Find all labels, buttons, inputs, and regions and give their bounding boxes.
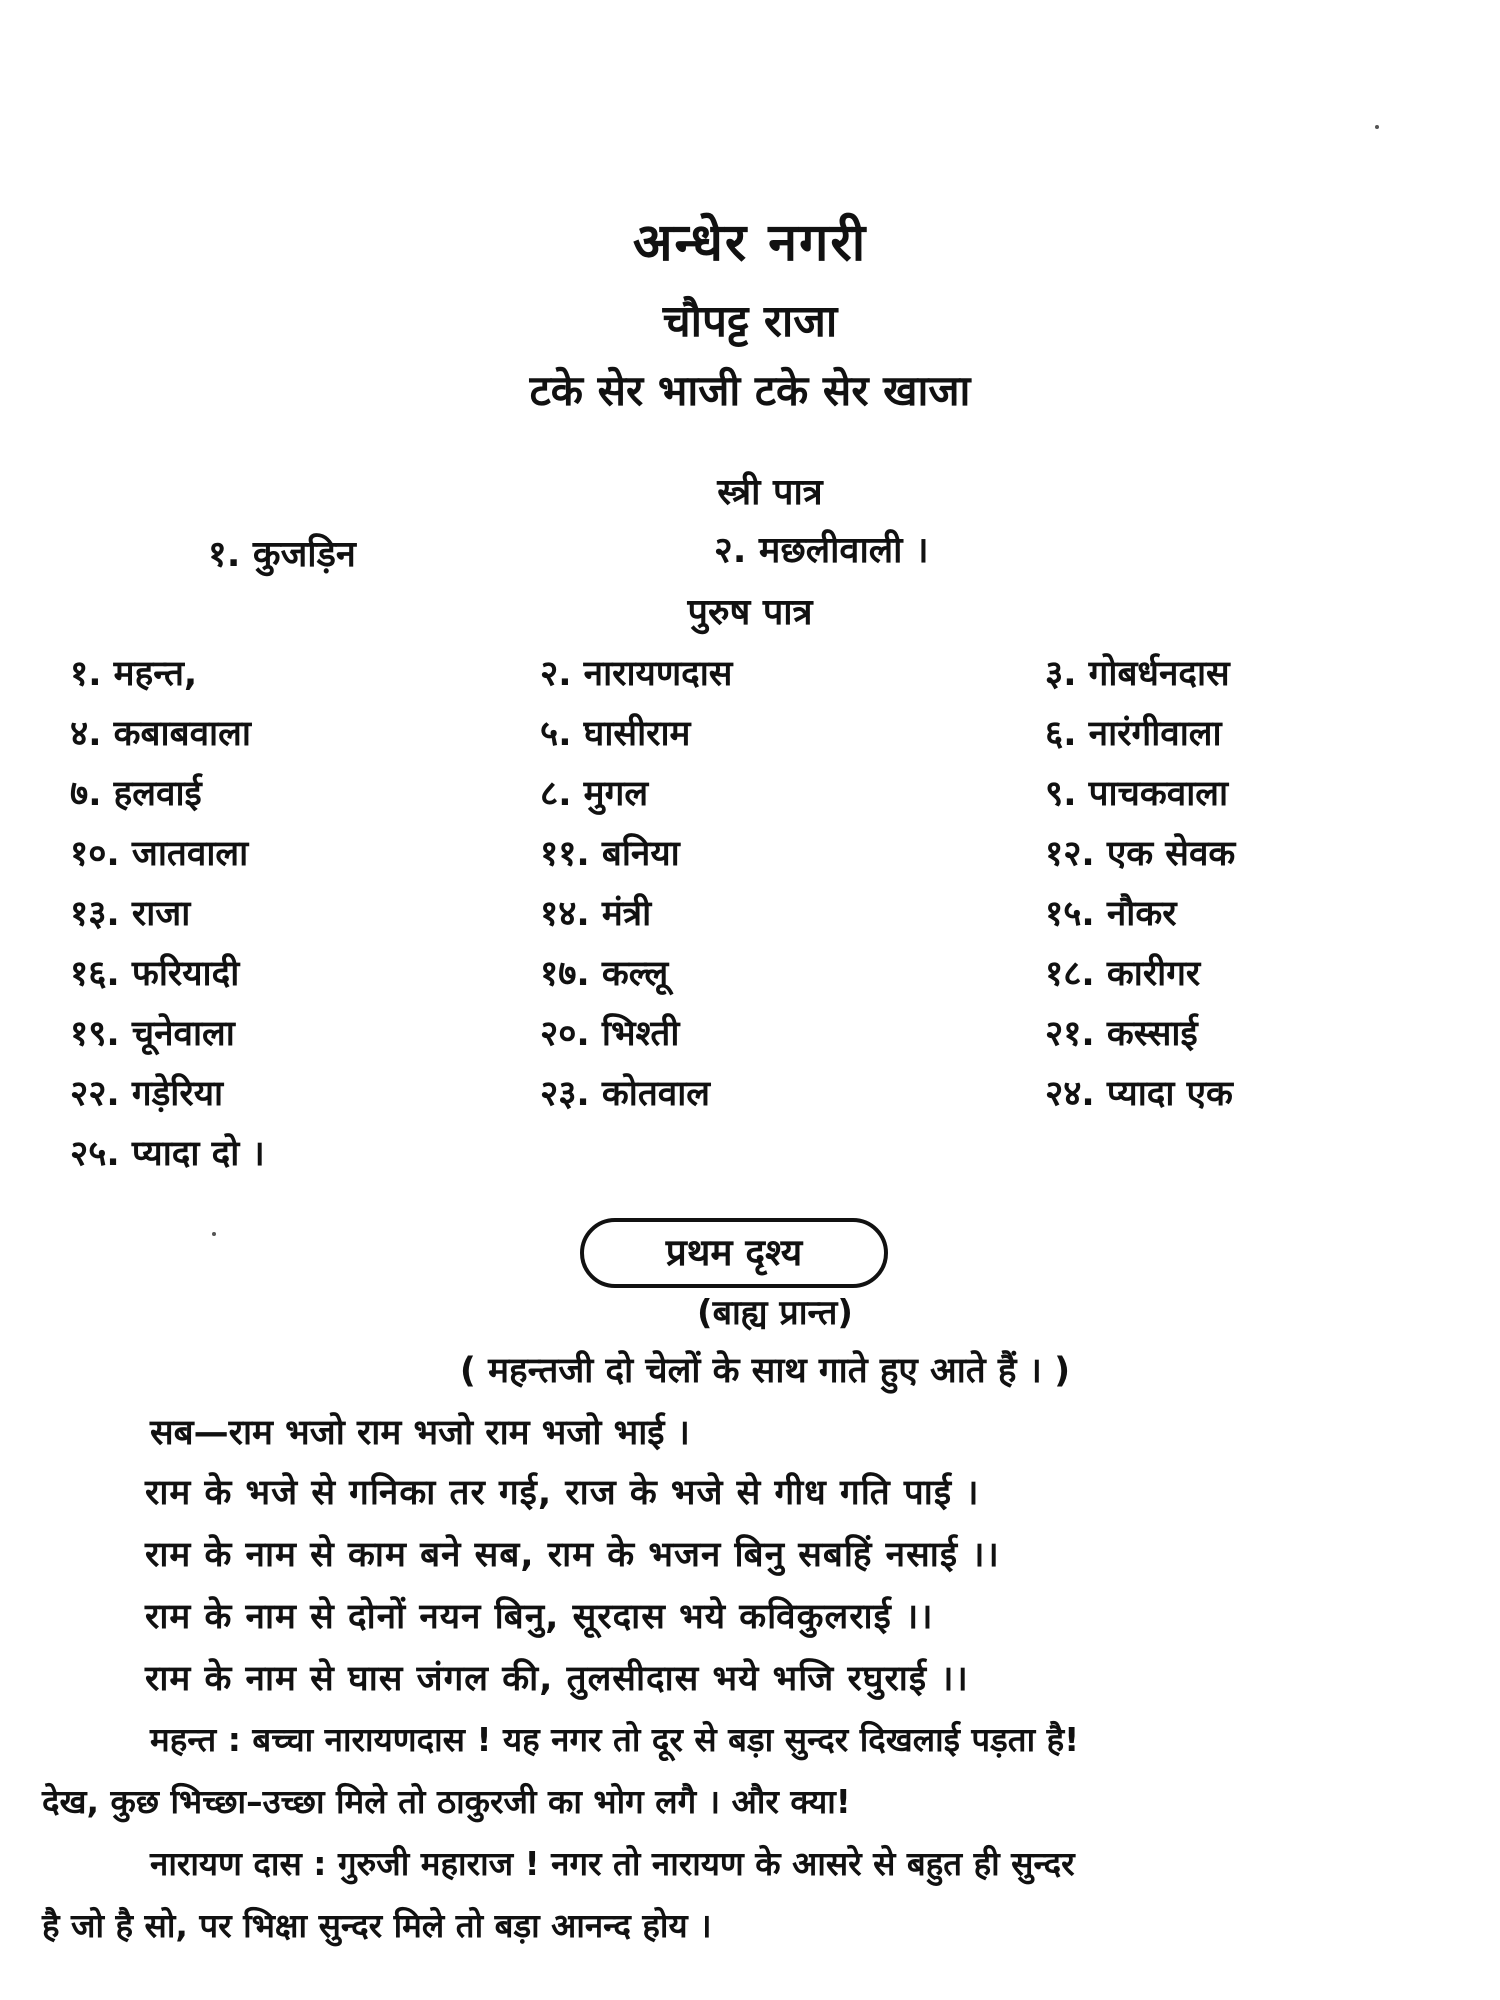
- cast-item: १७. कल्लू: [540, 953, 669, 994]
- cast-row: [70, 1002, 1410, 1062]
- cast-item: १९. चूनेवाला: [70, 1013, 235, 1054]
- cast-item: २१. कस्साई: [1045, 1013, 1198, 1054]
- play-title: अन्धेर नगरी: [632, 213, 868, 273]
- song-line: राम के नाम से काम बने सब, राम के भजन बिनु सबहिं नसाई ।।: [145, 1535, 1000, 1575]
- stage-direction: ( महन्तजी दो चेलों के साथ गाते हुए आते हैं । ): [459, 1351, 1071, 1391]
- cast-item: ३. गोबर्धनदास: [1045, 653, 1230, 694]
- cast-item: ४. कबाबवाला: [70, 713, 251, 754]
- cast-item: २५. प्यादा दो ।: [70, 1133, 265, 1174]
- dialogue-text: गुरुजी महाराज ! नगर तो नारायण के आसरे से बहुत ही सुन्दर: [326, 1844, 1075, 1883]
- cast-item: २. नारायणदास: [540, 653, 733, 694]
- cast-item: २०. भिश्ती: [540, 1013, 680, 1054]
- cast-item: ७. हलवाई: [70, 773, 202, 814]
- cast-row: [70, 642, 1410, 702]
- title-block: [0, 208, 1500, 424]
- cast-row: [70, 702, 1410, 762]
- cast-item: १०. जातवाला: [70, 833, 249, 874]
- dialogue-continuation: देख, कुछ भिच्छा–उच्छा मिले तो ठाकुरजी का भोग लगै । और क्या!: [42, 1782, 851, 1821]
- cast-item: १. महन्त,: [70, 653, 198, 694]
- song-first-line: सब—राम भजो राम भजो राम भजो भाई ।: [150, 1413, 690, 1453]
- cast-item: ६. नारंगीवाला: [1045, 713, 1222, 754]
- cast-item: ९. पाचकवाला: [1045, 773, 1229, 814]
- song-line: राम के नाम से घास जंगल की, तुलसीदास भये भजि रघुराई ।।: [145, 1659, 969, 1699]
- play-subtitle: चौपट्ट राजा: [662, 296, 838, 347]
- cast-row: [70, 1062, 1410, 1122]
- cast-item: २४. प्यादा एक: [1045, 1073, 1233, 1114]
- cast-item: १२. एक सेवक: [1045, 833, 1236, 874]
- cast-row: [70, 942, 1410, 1002]
- cast-item: ८. मुगल: [540, 773, 649, 814]
- cast-item: १८. कारीगर: [1045, 953, 1201, 994]
- female-cast-item: १. कुजड़िन: [208, 534, 356, 575]
- cast-item: १३. राजा: [70, 893, 191, 934]
- dialogue-line: [150, 1716, 1079, 1761]
- speck-mark: [212, 1232, 216, 1236]
- dialogue-text: बच्चा नारायणदास ! यह नगर तो दूर से बड़ा सुन्दर दिखलाई पड़ता है!: [240, 1720, 1080, 1759]
- cast-row: [70, 762, 1410, 822]
- cast-item: १५. नौकर: [1045, 893, 1177, 934]
- speaker-name: महन्त :: [150, 1720, 241, 1759]
- cast-row: [70, 1122, 1410, 1182]
- male-cast-heading: पुरुष पात्र: [687, 592, 813, 633]
- female-cast-item: २. मछलीवाली ।: [714, 530, 929, 571]
- scene-location: (बाह्य प्रान्त): [697, 1293, 853, 1333]
- speck-mark: [1375, 125, 1379, 129]
- speaker-name: नारायण दास :: [150, 1844, 327, 1883]
- play-tagline: टके सेर भाजी टके सेर खाजा: [529, 366, 971, 415]
- dialogue-line: [150, 1840, 1075, 1885]
- cast-row: [70, 882, 1410, 942]
- cast-item: २३. कोतवाल: [540, 1073, 711, 1114]
- cast-item: ११. बनिया: [540, 833, 680, 874]
- cast-item: १६. फरियादी: [70, 953, 240, 994]
- female-cast-heading: स्त्री पात्र: [717, 472, 823, 513]
- dialogue-continuation: है जो है सो, पर भिक्षा सुन्दर मिले तो बड़ा आनन्द होय ।: [42, 1906, 712, 1945]
- song-line: राम के नाम से दोनों नयन बिनु, सूरदास भये कविकुलराई ।।: [145, 1597, 934, 1637]
- scene-title-badge: प्रथम दृश्य: [580, 1218, 888, 1288]
- male-cast-list: [70, 642, 1410, 1182]
- song-line: राम के भजे से गनिका तर गई, राज के भजे से गीध गति पाई ।: [145, 1473, 980, 1513]
- cast-item: २२. गड़ेरिया: [70, 1073, 224, 1114]
- cast-row: [70, 822, 1410, 882]
- cast-item: ५. घासीराम: [540, 713, 691, 754]
- cast-item: १४. मंत्री: [540, 893, 652, 934]
